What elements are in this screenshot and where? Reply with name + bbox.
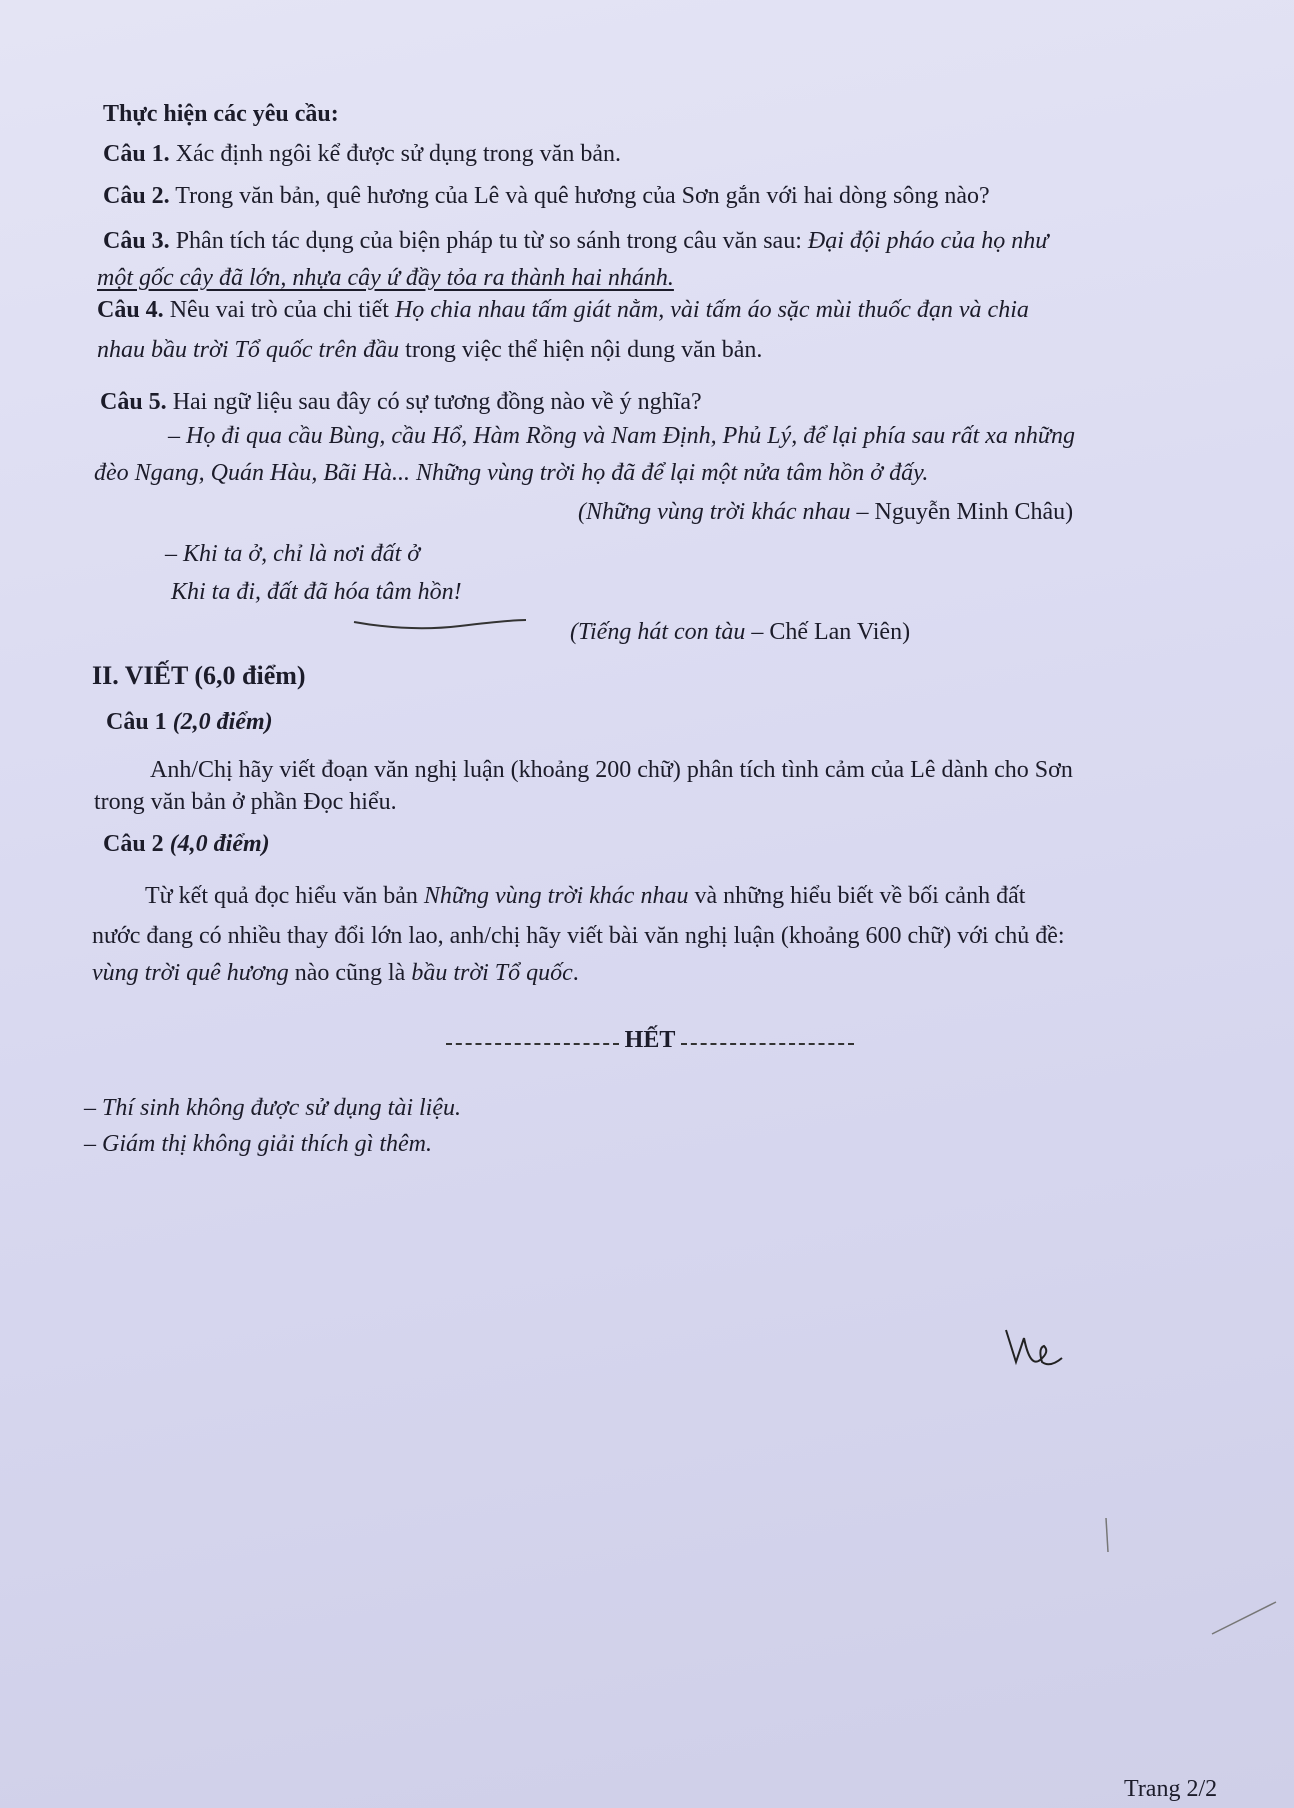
excerpt-1-source <box>578 496 1073 528</box>
note-1: – Thí sinh không được sử dụng tài liệu. <box>84 1095 461 1121</box>
writing-question-2-line-3-d: . <box>572 960 579 986</box>
question-1 <box>103 138 621 170</box>
question-5-text: Hai ngữ liệu sau đây có sự tương đồng nào về ý nghĩa? <box>166 389 702 415</box>
end-mark-right-rule <box>681 1043 854 1045</box>
writing-question-1-line-2: trong văn bản ở phần Đọc hiểu. <box>94 789 397 815</box>
end-mark-text: HẾT <box>624 1026 676 1053</box>
question-5-label: Câu 5. <box>100 389 167 415</box>
page-number: Trang 2/2 <box>1124 1776 1218 1802</box>
question-2-text: Trong văn bản, quê hương của Lê và quê hương của Sơn gắn với hai dòng sông nào? <box>169 183 990 209</box>
question-4-detail-part-2: nhau bầu trời Tổ quốc trên đầu <box>97 337 400 363</box>
question-2 <box>103 180 990 212</box>
writing-question-2-line-1-b: và những hiểu biết về bối cảnh đất <box>688 883 1026 909</box>
pencil-mark-icon <box>1098 1516 1114 1556</box>
excerpt-2-source <box>570 616 910 648</box>
excerpt-1-line-2: đèo Ngang, Quán Hàu, Bãi Hà... Những vùng trời họ đã để lại một nửa tâm hồn ở đấy. <box>94 460 929 486</box>
writing-question-1-heading <box>106 706 273 738</box>
question-4-detail-part-1: Họ chia nhau tấm giát nằm, vài tấm áo sặc mùi thuốc đạn và chia <box>394 297 1029 323</box>
question-4-text-b: trong việc thể hiện nội dung văn bản. <box>399 337 763 363</box>
excerpt-2-source-title: (Tiếng hát con tàu <box>570 619 746 645</box>
excerpt-1-source-title: (Những vùng trời khác nhau <box>578 499 851 525</box>
signature-mark-icon <box>1000 1318 1070 1378</box>
handwritten-underline <box>350 612 530 632</box>
question-4-label: Câu 4. <box>97 297 164 323</box>
question-3-quote-part-1: Đại đội pháo của họ như <box>807 228 1049 254</box>
writing-question-2-line-1 <box>145 880 1025 912</box>
question-3-line-1 <box>103 225 1048 257</box>
writing-question-2-line-3-b: nào cũng là <box>288 960 412 986</box>
question-2-label: Câu 2. <box>103 183 170 209</box>
writing-question-2-line-3 <box>92 957 579 989</box>
question-3-quote-part-2: một gốc cây đã lớn, nhựa cây ứ đầy tỏa ra thành hai nhánh. <box>97 265 674 291</box>
writing-question-2-line-3-c: bầu trời Tổ quốc <box>411 960 573 986</box>
writing-question-2-heading <box>103 828 270 860</box>
section-2-title: II. VIẾT (6,0 điểm) <box>92 661 306 690</box>
excerpt-1-line-1: – Họ đi qua cầu Bùng, cầu Hổ, Hàm Rồng và Nam Định, Phủ Lý, để lại phía sau rất xa những <box>168 423 1076 449</box>
writing-question-1-label: Câu 1 <box>106 709 167 735</box>
excerpt-2-line-1: – Khi ta ở, chỉ là nơi đất ở <box>165 541 421 567</box>
question-5 <box>100 386 702 418</box>
end-mark-left-rule <box>446 1043 619 1045</box>
question-4-line-1 <box>97 294 1029 326</box>
writing-question-1-points: (2,0 điểm) <box>172 709 273 735</box>
question-3-label: Câu 3. <box>103 228 170 254</box>
question-1-text: Xác định ngôi kể được sử dụng trong văn bản. <box>169 141 621 167</box>
writing-question-2-line-1-a: Từ kết quả đọc hiểu văn bản <box>145 883 424 909</box>
writing-question-2-line-3-a: vùng trời quê hương <box>92 960 289 986</box>
writing-question-2-line-1-title: Những vùng trời khác nhau <box>423 883 689 909</box>
writing-question-1-line-1: Anh/Chị hãy viết đoạn văn nghị luận (khoảng 200 chữ) phân tích tình cảm của Lê dành cho Sơn <box>150 757 1073 783</box>
excerpt-2-line-2: Khi ta đi, đất đã hóa tâm hồn! <box>171 579 462 605</box>
excerpt-1-source-author: – Nguyễn Minh Châu) <box>850 499 1074 525</box>
writing-question-2-label: Câu 2 <box>103 831 164 857</box>
excerpt-2-source-author: – Chế Lan Viên) <box>745 619 911 645</box>
writing-question-2-points: (4,0 điểm) <box>169 831 270 857</box>
question-4-line-2 <box>97 334 762 366</box>
question-4-text-a: Nêu vai trò của chi tiết <box>163 297 395 323</box>
end-mark <box>440 1024 860 1056</box>
note-2: – Giám thị không giải thích gì thêm. <box>84 1131 432 1157</box>
writing-question-2-line-2: nước đang có nhiều thay đổi lớn lao, anh/chị hãy viết bài văn nghị luận (khoảng 600 chữ) với chủ đề: <box>92 923 1065 949</box>
question-3-text: Phân tích tác dụng của biện pháp tu từ so sánh trong câu văn sau: <box>169 228 808 254</box>
question-1-label: Câu 1. <box>103 141 170 167</box>
pencil-stroke-icon <box>1210 1598 1280 1638</box>
requirements-heading: Thực hiện các yêu cầu: <box>103 101 339 127</box>
